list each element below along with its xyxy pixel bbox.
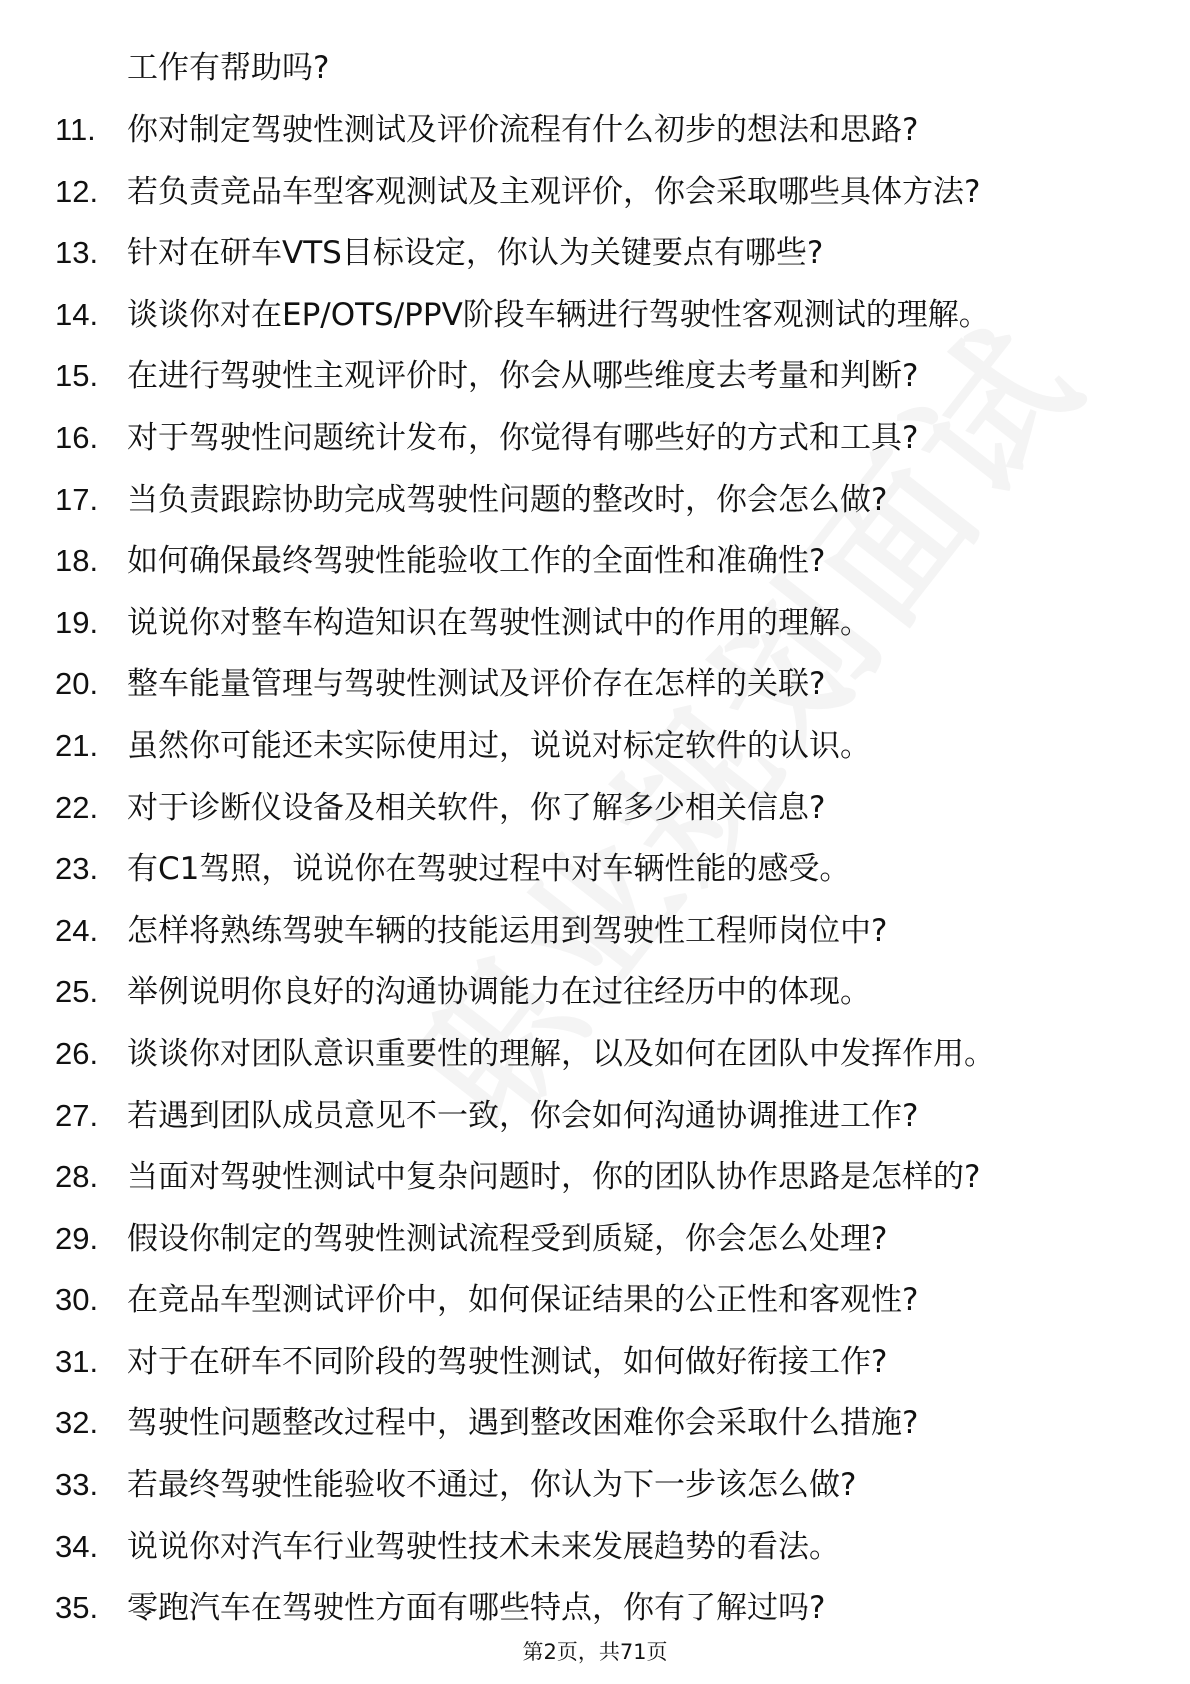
question-number: 13. (55, 235, 99, 271)
question-item (0, 849, 1190, 911)
question-item (0, 788, 1190, 850)
question-item (0, 1157, 1190, 1219)
question-text: 若负责竞品车型客观测试及主观评价，你会采取哪些具体方法? (127, 173, 981, 210)
page-footer: 第2页，共71页 (522, 1640, 668, 1664)
question-text: 驾驶性问题整改过程中，遇到整改困难你会采取什么措施? (127, 1405, 919, 1442)
question-number: 11. (55, 112, 96, 147)
question-text: 如何确保最终驾驶性能验收工作的全面性和准确性? (127, 543, 826, 580)
question-item (0, 1034, 1190, 1096)
question-item (0, 1219, 1190, 1281)
question-text: 对于诊断仪设备及相关软件，你了解多少相关信息? (127, 789, 826, 826)
question-text: 谈谈你对团队意识重要性的理解，以及如何在团队中发挥作用。 (127, 1035, 995, 1072)
question-item (0, 1403, 1190, 1465)
question-text: 整车能量管理与驾驶性测试及评价存在怎样的关联? (127, 666, 826, 703)
question-text: 举例说明你良好的沟通协调能力在过往经历中的体现。 (127, 974, 871, 1011)
question-text: 假设你制定的驾驶性测试流程受到质疑，你会怎么处理? (127, 1220, 888, 1257)
question-number: 27. (55, 1097, 99, 1133)
question-number: 22. (55, 789, 99, 825)
question-item (0, 726, 1190, 788)
question-number: 33. (55, 1467, 99, 1503)
question-text: 零跑汽车在驾驶性方面有哪些特点，你有了解过吗? (127, 1590, 826, 1627)
question-item (0, 295, 1190, 357)
question-text: 在进行驾驶性主观评价时，你会从哪些维度去考量和判断? (127, 358, 919, 395)
question-number: 24. (55, 912, 99, 948)
question-item (0, 541, 1190, 603)
question-text: 对于驾驶性问题统计发布，你觉得有哪些好的方式和工具? (127, 419, 919, 456)
question-item (0, 480, 1190, 542)
question-text: 虽然你可能还未实际使用过，说说对标定软件的认识。 (127, 727, 871, 764)
question-number: 31. (55, 1343, 99, 1379)
question-number: 17. (55, 481, 99, 517)
question-number: 29. (55, 1220, 99, 1256)
question-text: 你对制定驾驶性测试及评价流程有什么初步的想法和思路? (127, 112, 919, 148)
question-number: 19. (55, 604, 99, 640)
question-item (0, 172, 1190, 234)
continuation-text: 工作有帮助吗? (127, 50, 330, 86)
question-text: 针对在研车VTS目标设定，你认为关键要点有哪些? (127, 235, 824, 272)
question-text: 在竞品车型测试评价中，如何保证结果的公正性和客观性? (127, 1282, 919, 1319)
question-number: 28. (55, 1159, 99, 1195)
question-item (0, 1096, 1190, 1158)
question-item (0, 664, 1190, 726)
question-number: 35. (55, 1590, 99, 1626)
question-number: 30. (55, 1282, 99, 1318)
question-text: 说说你对整车构造知识在驾驶性测试中的作用的理解。 (127, 604, 871, 641)
question-number: 16. (55, 419, 99, 455)
question-text: 说说你对汽车行业驾驶性技术未来发展趋势的看法。 (127, 1528, 840, 1565)
question-item (0, 356, 1190, 418)
question-number: 18. (55, 543, 99, 579)
question-item (0, 603, 1190, 665)
question-text: 若遇到团队成员意见不一致，你会如何沟通协调推进工作? (127, 1097, 919, 1134)
question-item (0, 1465, 1190, 1527)
question-text: 怎样将熟练驾驶车辆的技能运用到驾驶性工程师岗位中? (127, 912, 888, 949)
question-number: 15. (55, 358, 99, 394)
question-item (0, 110, 1190, 172)
question-text: 谈谈你对在EP/OTS/PPV阶段车辆进行驾驶性客观测试的理解。 (127, 296, 990, 333)
question-item (0, 418, 1190, 480)
question-number: 14. (55, 296, 99, 332)
question-text: 当面对驾驶性测试中复杂问题时，你的团队协作思路是怎样的? (127, 1159, 981, 1196)
question-number: 20. (55, 666, 99, 702)
question-number: 34. (55, 1528, 99, 1564)
question-item (0, 1342, 1190, 1404)
question-number: 12. (55, 173, 99, 209)
question-item (0, 233, 1190, 295)
question-list (0, 110, 1190, 1650)
question-number: 32. (55, 1405, 99, 1441)
question-text: 若最终驾驶性能验收不通过，你认为下一步该怎么做? (127, 1467, 857, 1504)
question-number: 21. (55, 727, 99, 763)
question-item (0, 1527, 1190, 1589)
question-item (0, 1280, 1190, 1342)
question-number: 26. (55, 1035, 99, 1071)
question-number: 23. (55, 851, 99, 887)
question-number: 25. (55, 974, 99, 1010)
question-item (0, 972, 1190, 1034)
question-text: 当负责跟踪协助完成驾驶性问题的整改时，你会怎么做? (127, 481, 888, 518)
question-item (0, 911, 1190, 973)
question-text: 有C1驾照，说说你在驾驶过程中对车辆性能的感受。 (127, 851, 851, 888)
question-text: 对于在研车不同阶段的驾驶性测试，如何做好衔接工作? (127, 1343, 888, 1380)
